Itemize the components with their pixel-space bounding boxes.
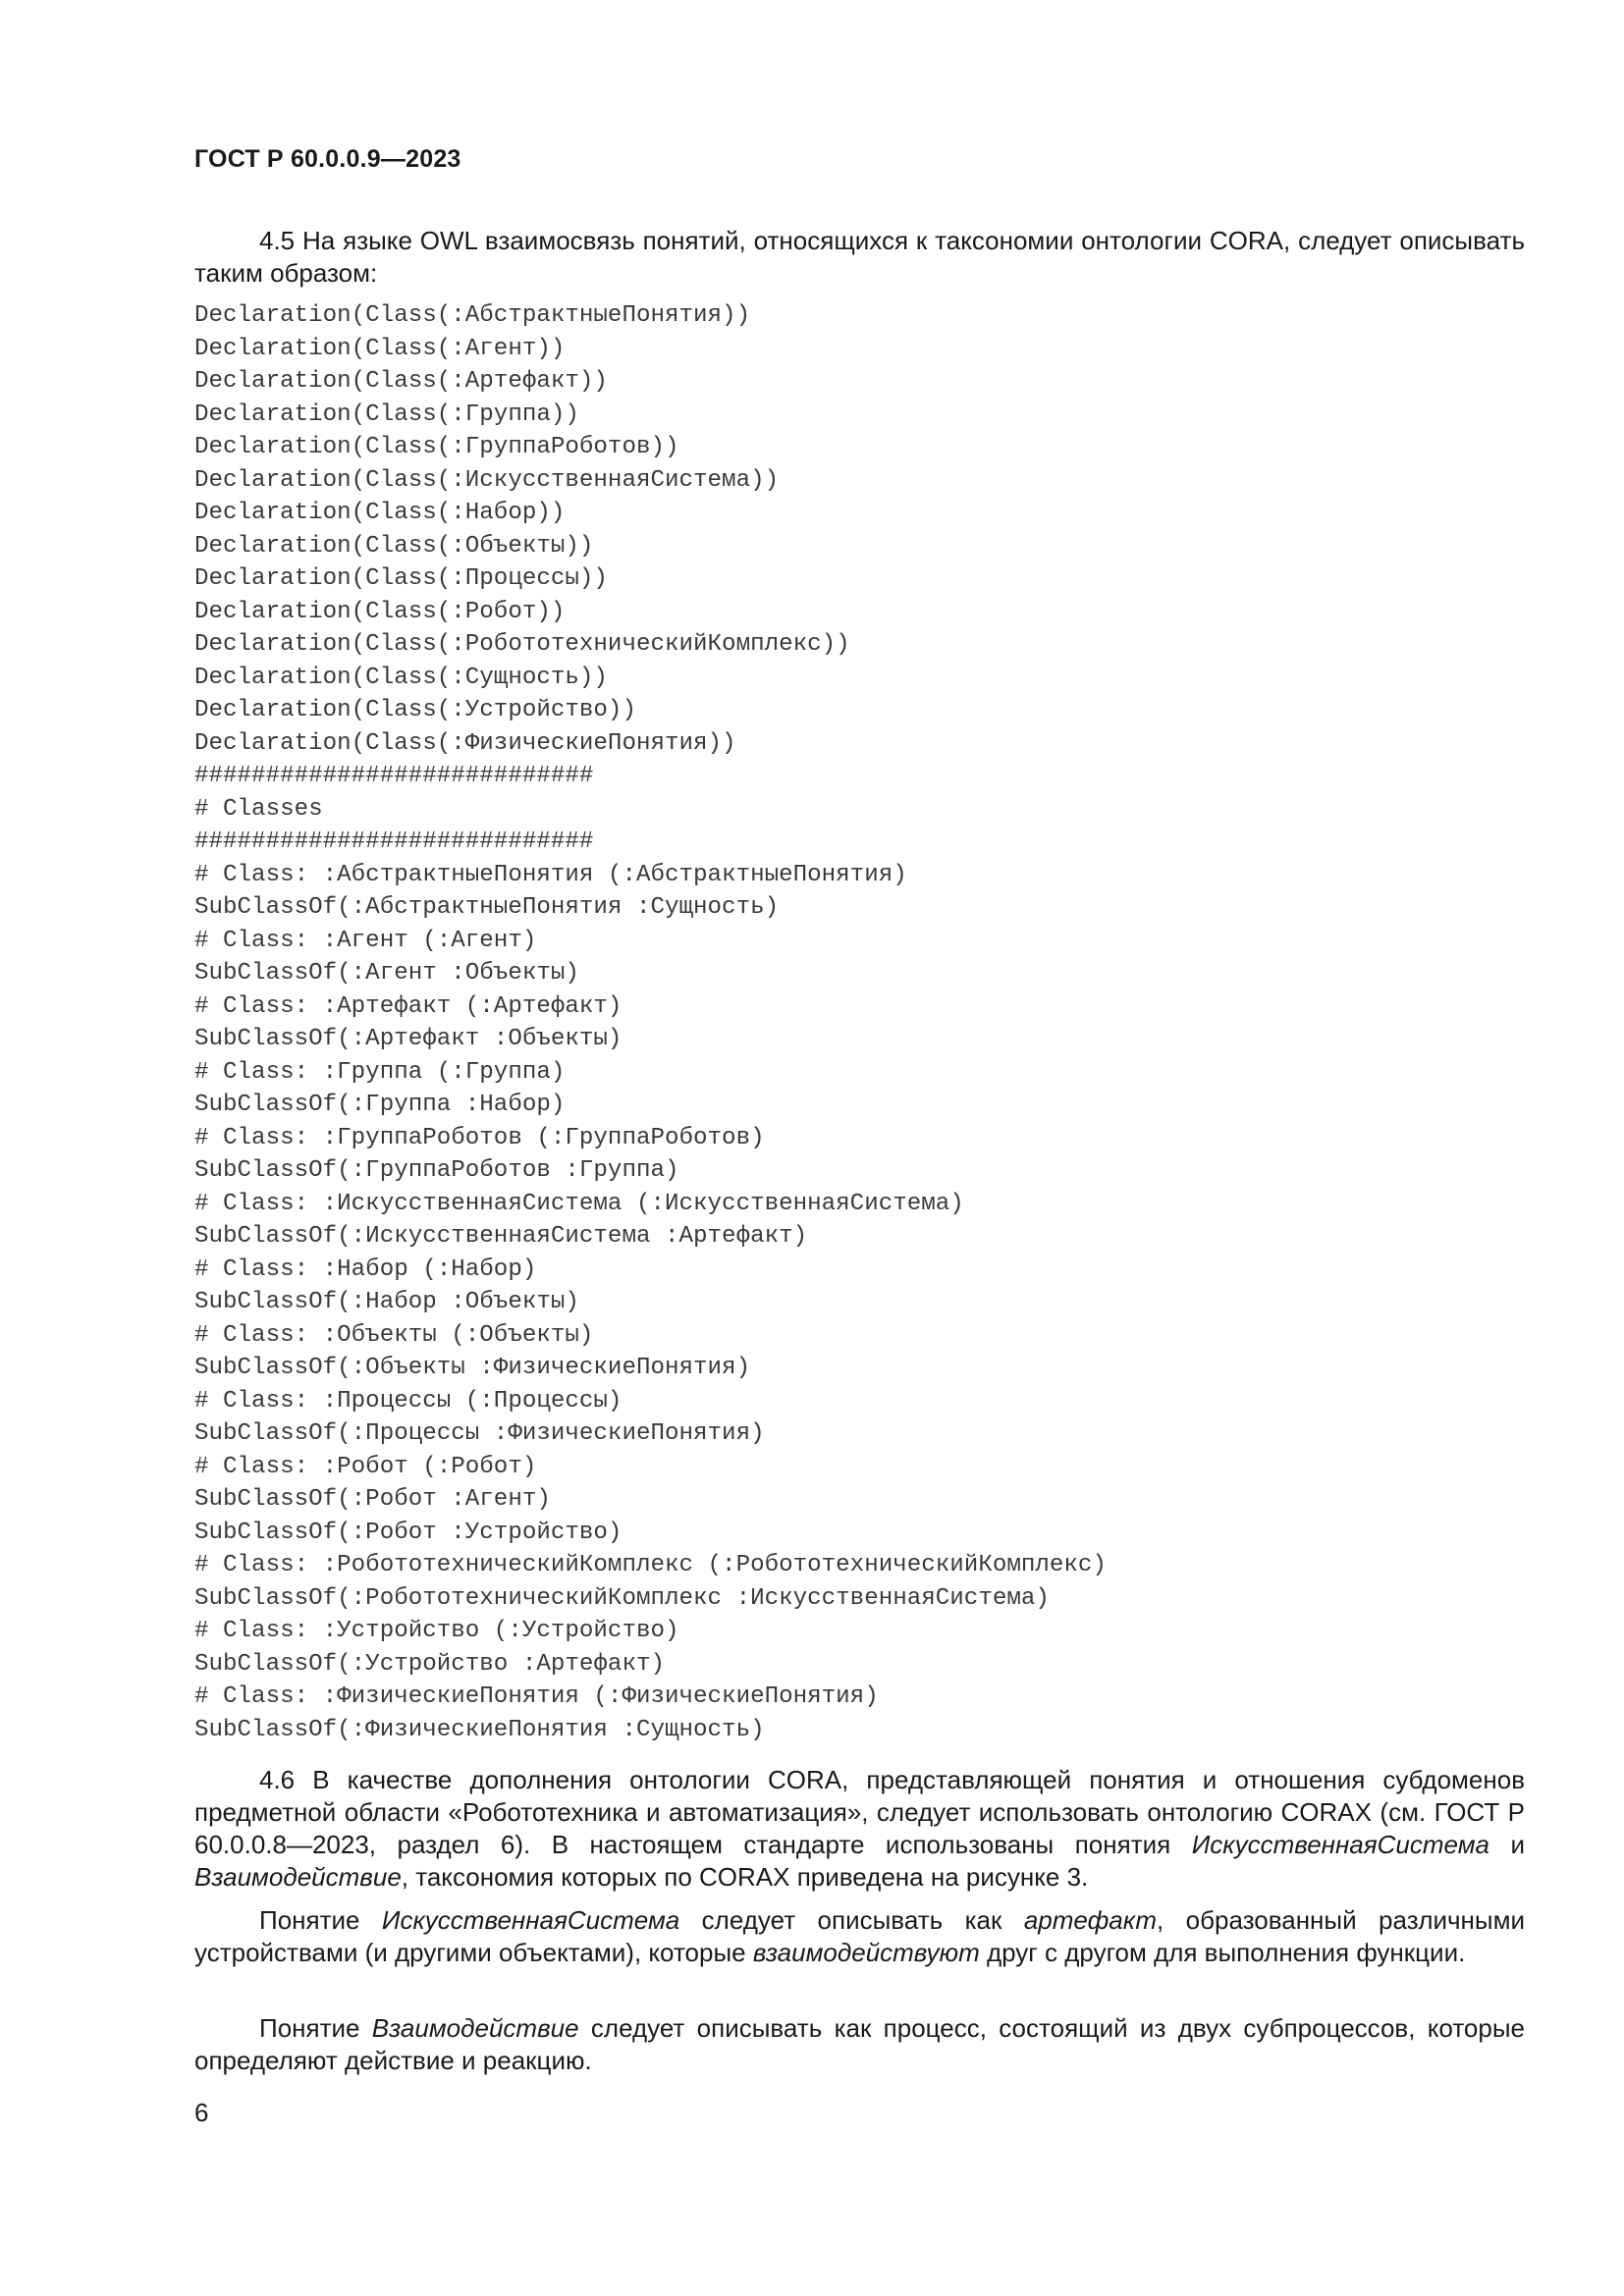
artificial-system-text-part2: следует описывать как — [679, 1905, 1024, 1935]
code-line: SubClassOf(:Артефакт :Объекты) — [194, 1026, 623, 1052]
code-line: SubClassOf(:Робот :Агент) — [194, 1486, 551, 1513]
term-interact: взаимодействуют — [752, 1938, 980, 1967]
code-line: Declaration(Class(:Набор)) — [194, 500, 566, 526]
code-line: SubClassOf(:РобототехническийКомплекс :ИскусственнаяСистема) — [194, 1584, 1050, 1612]
code-line: Declaration(Class(:Процессы)) — [194, 565, 608, 592]
artificial-system-paragraph — [194, 1904, 1525, 1969]
term-interaction: Взаимодействие — [371, 2013, 579, 2043]
standard-id-header: ГОСТ Р 60.0.0.9—2023 — [194, 145, 461, 173]
code-line: # Class: :Процессы (:Процессы) — [194, 1387, 623, 1415]
code-line: SubClassOf(:Набор :Объекты) — [194, 1289, 579, 1315]
code-line: # Class: :Устройство (:Устройство) — [194, 1618, 679, 1644]
code-line: # Class: :ФизическиеПонятия (:ФизическиеПонятия) — [194, 1683, 879, 1710]
artificial-system-text-part1: Понятие — [259, 1905, 382, 1935]
code-line: Declaration(Class(:Сущность)) — [194, 664, 608, 691]
code-line: SubClassOf(:ИскусственнаяСистема :Артефакт) — [194, 1223, 808, 1250]
code-line: SubClassOf(:Группа :Набор) — [194, 1092, 566, 1118]
section-4-6-paragraph — [194, 1764, 1525, 1894]
code-line: SubClassOf(:Объекты :ФизическиеПонятия) — [194, 1355, 751, 1381]
code-line: # Class: :Набор (:Набор) — [194, 1255, 537, 1283]
code-line: SubClassOf(:Процессы :ФизическиеПонятия) — [194, 1420, 765, 1447]
code-line: Declaration(Class(:РобототехническийКомплекс)) — [194, 631, 850, 658]
code-line: # Class: :Группа (:Группа) — [194, 1058, 566, 1086]
code-line: # Class: :АбстрактныеПонятия (:АбстрактныеПонятия) — [194, 861, 907, 888]
term-interaction: Взаимодействие — [194, 1862, 402, 1892]
code-line: ############################ — [194, 763, 594, 789]
code-line: Declaration(Class(:Устройство)) — [194, 697, 636, 723]
term-artefact: артефакт — [1023, 1905, 1157, 1935]
code-line: # Classes — [194, 795, 323, 823]
code-line: SubClassOf(:Робот :Устройство) — [194, 1519, 623, 1546]
code-line: Declaration(Class(:Робот)) — [194, 598, 566, 625]
owl-code-block — [194, 299, 1107, 1746]
code-line: SubClassOf(:ГруппаРоботов :Группа) — [194, 1157, 679, 1184]
code-line: # Class: :ИскусственнаяСистема (:ИскусственнаяСистема) — [194, 1190, 964, 1217]
interaction-paragraph — [194, 2012, 1525, 2077]
code-line: # Class: :Агент (:Агент) — [194, 927, 537, 954]
interaction-text-part2: следует описывать как процесс, состоящий из двух субпроцессов, которые определяют действие и реакцию. — [194, 2013, 1525, 2075]
code-line: SubClassOf(:Агент :Объекты) — [194, 960, 579, 987]
code-line: # Class: :РобототехническийКомплекс (:РобототехническийКомплекс) — [194, 1552, 1107, 1578]
code-line: ############################ — [194, 828, 594, 855]
code-line: SubClassOf(:АбстрактныеПонятия :Сущность) — [194, 894, 780, 921]
artificial-system-text-part4: друг с другом для выполнения функции. — [979, 1938, 1466, 1967]
code-line: # Class: :Объекты (:Объекты) — [194, 1321, 594, 1349]
section-4-6-text-part3: , таксономия которых по CORAX приведена на рисунке 3. — [401, 1862, 1089, 1892]
code-line: # Class: :ГруппаРоботов (:ГруппаРоботов) — [194, 1124, 765, 1151]
interaction-text-part1: Понятие — [259, 2013, 372, 2043]
term-artificial-system: ИскусственнаяСистема — [381, 1905, 680, 1935]
code-line: Declaration(Class(:ГруппаРоботов)) — [194, 434, 679, 460]
code-line: Declaration(Class(:Группа)) — [194, 400, 579, 428]
code-line: SubClassOf(:Устройство :Артефакт) — [194, 1650, 665, 1678]
page-number: 6 — [194, 2098, 209, 2127]
term-artificial-system: ИскусственнаяСистема — [1191, 1830, 1489, 1859]
section-4-5-text: 4.5 На языке OWL взаимосвязь понятий, относящихся к таксономии онтологии CORA, следует описывать таким образом: — [194, 226, 1525, 288]
section-4-6-text-part1: 4.6 В качестве дополнения онтологии CORA, представляющей понятия и отношения субдоменов предметной области «Робототехника и автоматизация», следует использовать онтологию CORAX (см. ГОСТ Р 60.0.0.8—2023, раздел 6). В настоящем стандарте использованы понятия — [194, 1765, 1525, 1859]
code-line: SubClassOf(:ФизическиеПонятия :Сущность) — [194, 1716, 765, 1743]
code-line: Declaration(Class(:ФизическиеПонятия)) — [194, 729, 736, 757]
code-line: # Class: :Артефакт (:Артефакт) — [194, 992, 623, 1020]
code-line: Declaration(Class(:АбстрактныеПонятия)) — [194, 302, 751, 329]
artificial-system-text-part3: , образованный различными устройствами (и другими объектами), которые — [194, 1905, 1526, 1967]
section-4-6-text-part2: и — [1489, 1830, 1525, 1859]
code-line: Declaration(Class(:Агент)) — [194, 335, 566, 362]
code-line: # Class: :Робот (:Робот) — [194, 1453, 537, 1480]
code-line: Declaration(Class(:Объекты)) — [194, 532, 594, 560]
code-line: Declaration(Class(:ИскусственнаяСистема)) — [194, 466, 780, 494]
code-line: Declaration(Class(:Артефакт)) — [194, 368, 608, 395]
section-4-5-paragraph — [194, 225, 1525, 290]
